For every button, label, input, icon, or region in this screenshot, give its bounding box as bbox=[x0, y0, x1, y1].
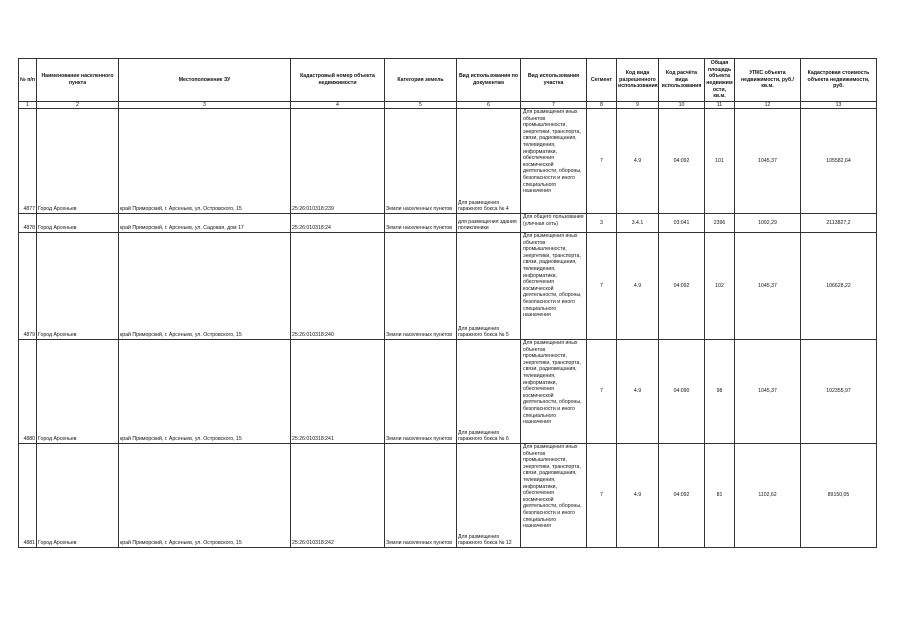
row-number: 4877 bbox=[19, 109, 37, 214]
cadastral-number-cell: 25:26:010318:242 bbox=[291, 444, 385, 548]
cadastral-table bbox=[18, 58, 877, 548]
column-number: 1 bbox=[19, 102, 37, 109]
header-cell: № п/п bbox=[19, 59, 37, 102]
header-cell: Сегмент bbox=[587, 59, 617, 102]
row-number: 4878 bbox=[19, 214, 37, 233]
cadastral-cost-cell: 105582,64 bbox=[801, 109, 877, 214]
cadastral-number-cell: 25:26:010318:240 bbox=[291, 233, 385, 340]
doc-use-cell: для размещения здания поликлиники bbox=[457, 214, 521, 233]
upks-cell: 1102,62 bbox=[735, 444, 801, 548]
doc-use-cell: Для размещения гаражного бокса № 4 bbox=[457, 109, 521, 214]
settlement-cell: Город Арсеньев bbox=[37, 214, 119, 233]
column-number: 5 bbox=[385, 102, 457, 109]
segment-cell: 3 bbox=[587, 214, 617, 233]
column-number: 9 bbox=[617, 102, 659, 109]
vri-code-cell: 4.9 bbox=[617, 444, 659, 548]
header-cell: Код расчёта вида использования bbox=[659, 59, 705, 102]
actual-use-cell: Для размещения иных объектов промышленности, энергетики, транспорта, связи, радиовещания, телевидения, информатики, обеспечения космической деятельности, обороны, безопасности и иного специального назначения bbox=[521, 444, 587, 548]
header-cell: УПКС объекта недвижимости, руб./кв.м. bbox=[735, 59, 801, 102]
upks-cell: 1045,37 bbox=[735, 340, 801, 444]
area-cell: 101 bbox=[705, 109, 735, 214]
header-cell: Местоположение ЗУ bbox=[119, 59, 291, 102]
cadastral-cost-cell: 106628,22 bbox=[801, 233, 877, 340]
header-cell: Наименование населенного пункта bbox=[37, 59, 119, 102]
upks-cell: 1045,37 bbox=[735, 109, 801, 214]
row-number: 4880 bbox=[19, 340, 37, 444]
location-cell: край Приморский, г. Арсеньев, ул. Островского, 15 bbox=[119, 340, 291, 444]
column-number: 6 bbox=[457, 102, 521, 109]
land-category-cell: Земли населенных пунктов bbox=[385, 444, 457, 548]
table-row bbox=[19, 444, 877, 548]
column-number-row bbox=[19, 102, 877, 109]
location-cell: край Приморский, г. Арсеньев, ул. Садовая, дом 17 bbox=[119, 214, 291, 233]
actual-use-cell: Для размещения иных объектов промышленности, энергетики, транспорта, связи, радиовещания, телевидения, информатики, обеспечения космической деятельности, обороны, безопасности и иного специального назначения bbox=[521, 233, 587, 340]
land-category-cell: Земли населенных пунктов bbox=[385, 233, 457, 340]
cadastral-number-cell: 25:26:010318:241 bbox=[291, 340, 385, 444]
table-row bbox=[19, 233, 877, 340]
location-cell: край Приморский, г. Арсеньев, ул. Островского, 15 bbox=[119, 444, 291, 548]
settlement-cell: Город Арсеньев bbox=[37, 340, 119, 444]
actual-use-cell: Для размещения иных объектов промышленности, энергетики, транспорта, связи, радиовещания, телевидения, информатики, обеспечения космической деятельности, обороны, безопасности и иного специального назначения bbox=[521, 340, 587, 444]
cadastral-cost-cell: 102355,97 bbox=[801, 340, 877, 444]
cadastral-number-cell: 25:26:010318:239 bbox=[291, 109, 385, 214]
header-cell: Кадастровый номер объекта недвижимости bbox=[291, 59, 385, 102]
header-cell: Категория земель bbox=[385, 59, 457, 102]
table-row bbox=[19, 109, 877, 214]
area-cell: 2396 bbox=[705, 214, 735, 233]
area-cell: 81 bbox=[705, 444, 735, 548]
settlement-cell: Город Арсеньев bbox=[37, 233, 119, 340]
settlement-cell: Город Арсеньев bbox=[37, 109, 119, 214]
column-number: 8 bbox=[587, 102, 617, 109]
area-cell: 102 bbox=[705, 233, 735, 340]
calc-code-cell: 04:092 bbox=[659, 109, 705, 214]
upks-cell: 1092,29 bbox=[735, 214, 801, 233]
header-cell: Кадастровая стоимость объекта недвижимости, руб. bbox=[801, 59, 877, 102]
location-cell: край Приморский, г. Арсеньев, ул. Островского, 15 bbox=[119, 109, 291, 214]
header-row bbox=[19, 59, 877, 102]
actual-use-cell: Для размещения иных объектов промышленности, энергетики, транспорта, связи, радиовещания, телевидения, информатики, обеспечения космической деятельности, обороны, безопасности и иного специального назначения bbox=[521, 109, 587, 214]
header-cell: Код вида разрешенного использования bbox=[617, 59, 659, 102]
location-cell: край Приморский, г. Арсеньев, ул. Островского, 15 bbox=[119, 233, 291, 340]
settlement-cell: Город Арсеньев bbox=[37, 444, 119, 548]
column-number: 7 bbox=[521, 102, 587, 109]
vri-code-cell: 3.4.1 bbox=[617, 214, 659, 233]
segment-cell: 7 bbox=[587, 444, 617, 548]
segment-cell: 7 bbox=[587, 233, 617, 340]
calc-code-cell: 04:090 bbox=[659, 340, 705, 444]
table-row bbox=[19, 340, 877, 444]
upks-cell: 1045,37 bbox=[735, 233, 801, 340]
calc-code-cell: 04:092 bbox=[659, 233, 705, 340]
column-number: 10 bbox=[659, 102, 705, 109]
area-cell: 98 bbox=[705, 340, 735, 444]
header-cell: Общая площадь объекта недвижим ости, кв.м. bbox=[705, 59, 735, 102]
vri-code-cell: 4.9 bbox=[617, 109, 659, 214]
column-number: 2 bbox=[37, 102, 119, 109]
row-number: 4881 bbox=[19, 444, 37, 548]
cadastral-cost-cell: 2113827,2 bbox=[801, 214, 877, 233]
doc-use-cell: Для размещения гаражного бокса № 12 bbox=[457, 444, 521, 548]
column-number: 4 bbox=[291, 102, 385, 109]
column-number: 3 bbox=[119, 102, 291, 109]
column-number: 11 bbox=[705, 102, 735, 109]
header-cell: Вид использования по документам bbox=[457, 59, 521, 102]
cadastral-cost-cell: 89150,05 bbox=[801, 444, 877, 548]
doc-use-cell: Для размещения гаражного бокса № 6 bbox=[457, 340, 521, 444]
cadastral-number-cell: 25:26:010318:24 bbox=[291, 214, 385, 233]
segment-cell: 7 bbox=[587, 340, 617, 444]
doc-use-cell: Для размещения гаражного бокса № 5 bbox=[457, 233, 521, 340]
column-number: 12 bbox=[735, 102, 801, 109]
calc-code-cell: 03:041 bbox=[659, 214, 705, 233]
row-number: 4879 bbox=[19, 233, 37, 340]
segment-cell: 7 bbox=[587, 109, 617, 214]
calc-code-cell: 04:092 bbox=[659, 444, 705, 548]
land-category-cell: Земли населенных пунктов bbox=[385, 340, 457, 444]
table-row bbox=[19, 214, 877, 233]
actual-use-cell: Для общего пользования (уличная сеть) bbox=[521, 214, 587, 233]
header-cell: Вид использования участка bbox=[521, 59, 587, 102]
vri-code-cell: 4.9 bbox=[617, 340, 659, 444]
land-category-cell: Земли населенных пунктов bbox=[385, 214, 457, 233]
column-number: 13 bbox=[801, 102, 877, 109]
land-category-cell: Земли населенных пунктов bbox=[385, 109, 457, 214]
vri-code-cell: 4.9 bbox=[617, 233, 659, 340]
